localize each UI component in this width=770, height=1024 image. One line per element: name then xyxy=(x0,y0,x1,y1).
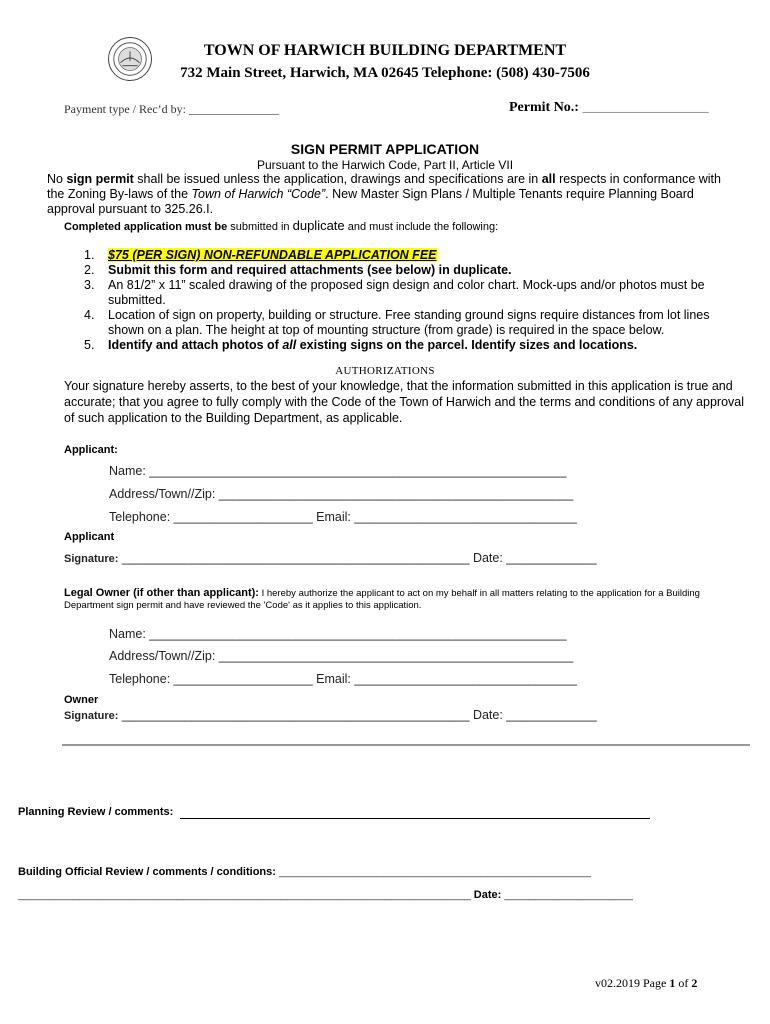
permit-number-line: __________________ xyxy=(582,100,709,115)
owner-name-field[interactable]: Name: ____________________________________________________________ xyxy=(109,627,567,641)
applicant-signature-heading: Applicant xyxy=(64,531,115,543)
list-item: 3. An 81/2” x 11” scaled drawing of the proposed sign design and color chart. Mock-ups and/or photos must be submitted. xyxy=(84,278,705,307)
applicant-heading: Applicant: xyxy=(64,444,118,456)
authorizations-text: Your signature hereby asserts, to the best of your knowledge, that the information submitted in this application is true and accurate; that you agree to fully comply with the Code of the Town of Harwich and the terms and conditions of any approval of such application to the Building Department, as applicable. xyxy=(64,379,745,425)
list-item: 1. $75 (PER SIGN) NON-REFUNDABLE APPLICATION FEE xyxy=(84,248,437,262)
intro-paragraph: No sign permit shall be issued unless the application, drawings and specifications are in all respects in conformance with the Zoning By-laws of the Town of Harwich “Code”. New Master Sign Plans / Multiple Tenants require Planning Board approval pursuant to 325.26.I. xyxy=(47,172,721,216)
applicant-address-field[interactable]: Address/Town//Zip: ___________________________________________________ xyxy=(109,487,574,501)
planning-review-label: Planning Review / comments: xyxy=(18,806,174,818)
list-item: 5. Identify and attach photos of all existing signs on the parcel. Identify sizes and locations. xyxy=(84,338,638,352)
building-review-line-2[interactable]: __________________________________________________________________________ Date: _____________________ xyxy=(18,889,633,901)
owner-phone-email-field[interactable]: Telephone: ____________________ Email: ________________________________ xyxy=(109,672,577,686)
form-subtitle: Pursuant to the Harwich Code, Part II, Article VII xyxy=(256,158,514,172)
owner-signature-field[interactable]: Signature: __________________________________________________ Date: _____________ xyxy=(64,708,597,722)
building-review-field[interactable]: Building Official Review / comments / conditions: ___________________________________________________ xyxy=(18,866,591,878)
section-divider xyxy=(62,744,750,746)
authorizations-heading: AUTHORIZATIONS xyxy=(335,365,435,377)
requirements-list xyxy=(84,248,724,353)
owner-label: Owner xyxy=(64,694,99,706)
list-item: 2. Submit this form and required attachments (see below) in duplicate. xyxy=(84,263,512,277)
applicant-signature-field[interactable]: Signature: __________________________________________________ Date: _____________ xyxy=(64,551,597,565)
department-title: TOWN OF HARWICH BUILDING DEPARTMENT xyxy=(203,42,567,59)
applicant-name-field[interactable]: Name: ____________________________________________________________ xyxy=(109,464,567,478)
department-address: 732 Main Street, Harwich, MA 02645 Telephone: (508) 430-7506 xyxy=(180,65,590,81)
list-item: 4. Location of sign on property, building or structure. Free standing ground signs require distances from lot lines shown on a plan. The height at top of mounting structure (from grade) is required in the space below. xyxy=(84,308,710,337)
planning-review-line[interactable] xyxy=(180,818,650,819)
applicant-phone-email-field[interactable]: Telephone: ____________________ Email: ________________________________ xyxy=(109,510,577,524)
owner-address-field[interactable]: Address/Town//Zip: ___________________________________________________ xyxy=(109,649,574,663)
page-footer: v02.2019 Page 1 of 2 xyxy=(595,976,698,990)
payment-type-field[interactable]: Payment type / Rec’d by: _______________ xyxy=(64,102,279,116)
form-title: SIGN PERMIT APPLICATION xyxy=(290,141,480,157)
permit-number-label: Permit No.: xyxy=(509,100,583,115)
permit-number-field[interactable] xyxy=(509,100,708,116)
completed-application-note: Completed application must be submitted in duplicate and must include the following: xyxy=(64,218,499,233)
legal-owner-text: Legal Owner (if other than applicant): I hereby authorize the applicant to act on my behalf in all matters relating to the application for a Building Department sign permit and have reviewed the 'Code' as it applies to this application. xyxy=(64,587,700,611)
